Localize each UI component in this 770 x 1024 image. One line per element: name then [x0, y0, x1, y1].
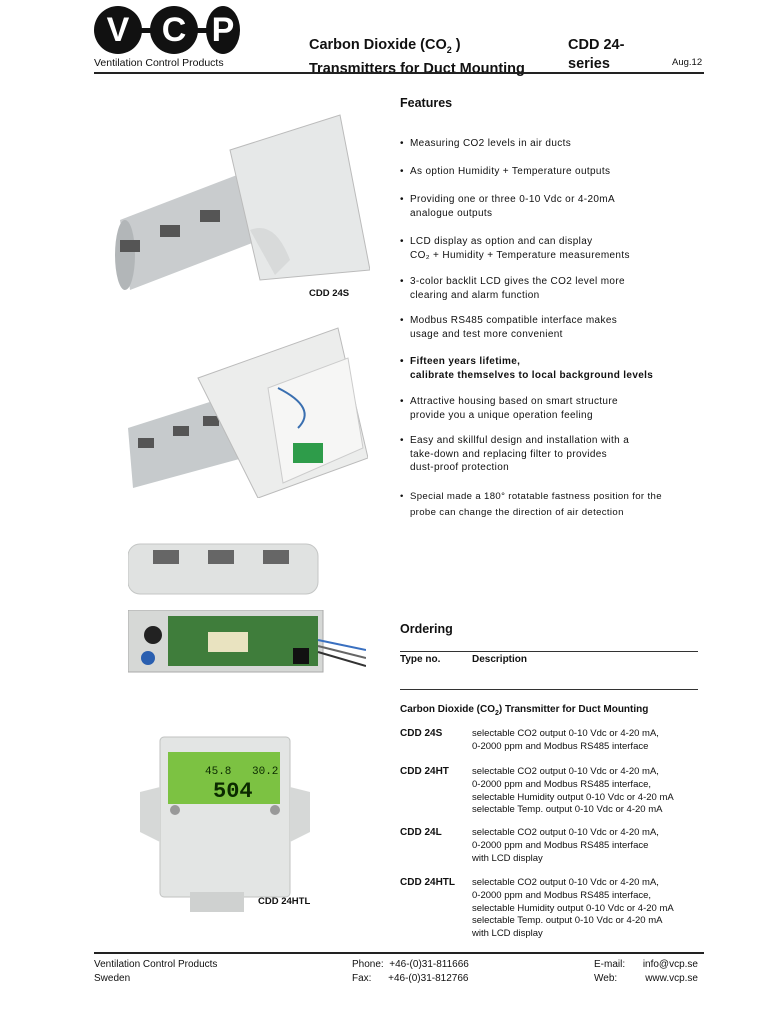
caption-cdd24htl: CDD 24HTL	[258, 896, 311, 907]
ordering-top-rule	[400, 651, 698, 652]
series-label: CDD 24- series	[568, 37, 625, 72]
ordering-heading: Ordering	[400, 622, 453, 636]
feature-item: • Attractive housing based on smart structure provide you a unique operation feeling	[400, 396, 618, 421]
logo-letter-v: V	[94, 6, 142, 54]
type-description: selectable CO2 output 0-10 Vdc or 4-20 mA, 0-2000 ppm and Modbus RS485 interface	[472, 728, 659, 752]
logo-letter-p: P	[206, 6, 240, 54]
col-description: Description	[472, 654, 528, 665]
type-code: CDD 24S	[400, 728, 443, 739]
feature-item: • Special made a 180° rotatable fastness position for the probe can change the direction of air detection	[400, 491, 662, 518]
feature-item: • 3-color backlit LCD gives the CO2 level more clearing and alarm function	[400, 276, 625, 301]
feature-item: • Modbus RS485 compatible interface makes usage and test more convenient	[400, 315, 618, 340]
type-description: selectable CO2 output 0-10 Vdc or 4-20 mA, 0-2000 ppm and Modbus RS485 interface with LCD display	[472, 827, 659, 864]
feature-item: • LCD display as option and can display CO₂ + Humidity + Temperature measurements	[400, 236, 630, 261]
features-heading: Features	[400, 96, 453, 110]
footer-company: Ventilation Control Products Sweden	[94, 959, 218, 984]
footer-contact: E-mail: info@vcp.se Web: www.vcp.se	[594, 959, 698, 984]
caption-cdd24s: CDD 24S	[309, 288, 350, 299]
feature-item: • As option Humidity + Temperature outputs	[400, 166, 611, 177]
col-type: Type no.	[400, 654, 441, 665]
type-code: CDD 24HT	[400, 766, 449, 777]
probe-tube-image	[128, 540, 326, 598]
type-code: CDD 24L	[400, 827, 442, 838]
company-name: Ventilation Control Products	[94, 57, 224, 69]
date-label: Aug.12	[672, 57, 703, 68]
logo-letter-c: C	[150, 6, 198, 54]
email-link[interactable]: info@vcp.se	[642, 959, 698, 970]
web-link[interactable]: www.vcp.se	[645, 973, 698, 984]
product-image-open	[118, 318, 368, 498]
lcd-co2: 504	[213, 779, 253, 804]
product-image-cdd24s	[100, 110, 370, 290]
type-description: selectable CO2 output 0-10 Vdc or 4-20 mA, 0-2000 ppm and Modbus RS485 interface, selectable Humidity output 0-10 Vdc or 4-20 mA selectable Temp. output 0-10 Vdc or 4-20 mA with LCD display	[472, 877, 674, 940]
feature-item: • Measuring CO2 levels in air ducts	[400, 138, 572, 149]
ordering-header-rule	[400, 689, 698, 690]
lcd-product-image	[130, 732, 320, 912]
lcd-temperature: 30.2	[252, 766, 279, 778]
feature-item: • Easy and skillful design and installation with a take-down and replacing filter to provides dust-proof protection	[400, 435, 630, 473]
vcp-logo	[94, 6, 240, 58]
type-description: selectable CO2 output 0-10 Vdc or 4-20 mA, 0-2000 ppm and Modbus RS485 interface, selectable Humidity output 0-10 Vdc or 4-20 mA selectable Temp. output 0-10 Vdc or 4-20 mA	[472, 766, 674, 816]
feature-item: • Providing one or three 0-10 Vdc or 4-20mA analogue outputs	[400, 194, 616, 219]
page-title: Carbon Dioxide ($CO_2$ ) Transmitters for Duct Mounting	[309, 37, 525, 77]
feature-item: • Fifteen years lifetime, calibrate themselves to local background levels	[400, 356, 654, 381]
type-code: CDD 24HTL	[400, 877, 456, 888]
header-divider	[94, 72, 704, 74]
footer-phone-fax: Phone: +46-(0)31-811666 Fax: +46-(0)31-812766	[352, 959, 469, 984]
ordering-section-title: Carbon Dioxide $(CO_2)$ Transmitter for Duct Mounting	[400, 704, 649, 717]
footer-divider	[94, 952, 704, 954]
circuit-board-image	[128, 610, 366, 680]
lcd-humidity: 45.8	[205, 766, 232, 778]
